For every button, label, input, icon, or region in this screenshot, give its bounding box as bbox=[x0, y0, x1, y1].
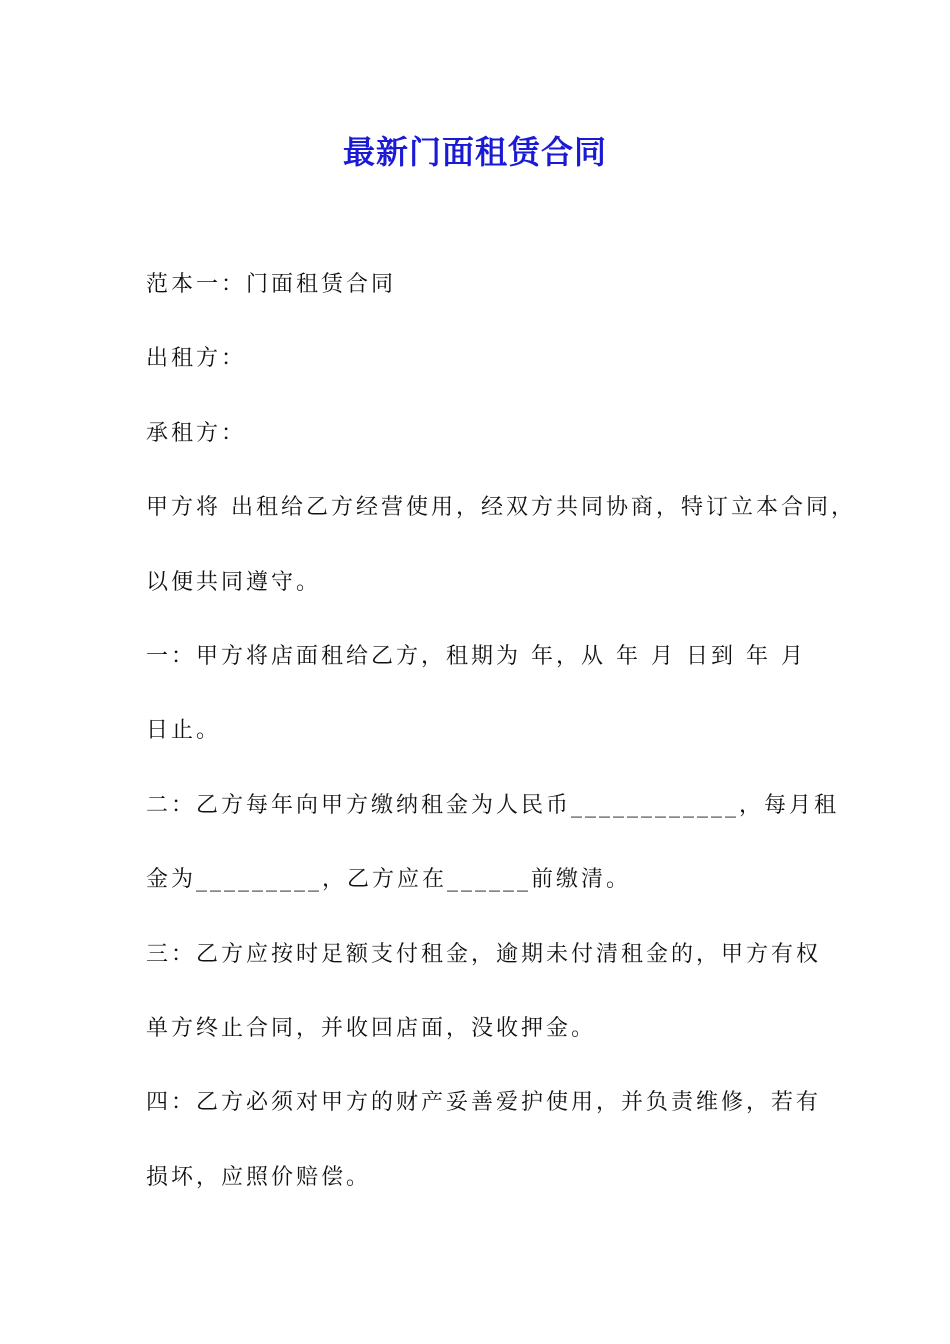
line-clause-1b: 日止。 bbox=[146, 718, 222, 744]
line-clause-1a: 一：甲方将店面租给乙方，租期为 年，从 年 月 日到 年 月 bbox=[146, 643, 806, 669]
document-title: 最新门面租赁合同 bbox=[342, 133, 607, 171]
line-intro-1: 甲方将 出租给乙方经营使用，经双方共同协商，特订立本合同， bbox=[146, 495, 856, 521]
line-clause-4b: 损坏，应照价赔偿。 bbox=[146, 1164, 372, 1190]
line-clause-4a: 四：乙方必须对甲方的财产妥善爱护使用，并负责维修，若有 bbox=[146, 1090, 822, 1116]
line-lessor: 出租方： bbox=[146, 346, 247, 372]
document-body bbox=[146, 260, 856, 1227]
line-clause-3b: 单方终止合同，并收回店面，没收押金。 bbox=[146, 1015, 597, 1041]
line-intro-2: 以便共同遵守。 bbox=[146, 569, 322, 595]
line-lessee: 承租方： bbox=[146, 420, 247, 446]
line-clause-2a: 二：乙方每年向甲方缴纳租金为人民币____________，每月租 bbox=[146, 792, 840, 818]
line-clause-2b: 金为_________，乙方应在______前缴清。 bbox=[146, 867, 632, 893]
line-template-label: 范本一：门面租赁合同 bbox=[146, 272, 397, 297]
line-clause-3a: 三：乙方应按时足额支付租金，逾期未付清租金的，甲方有权 bbox=[146, 941, 822, 967]
